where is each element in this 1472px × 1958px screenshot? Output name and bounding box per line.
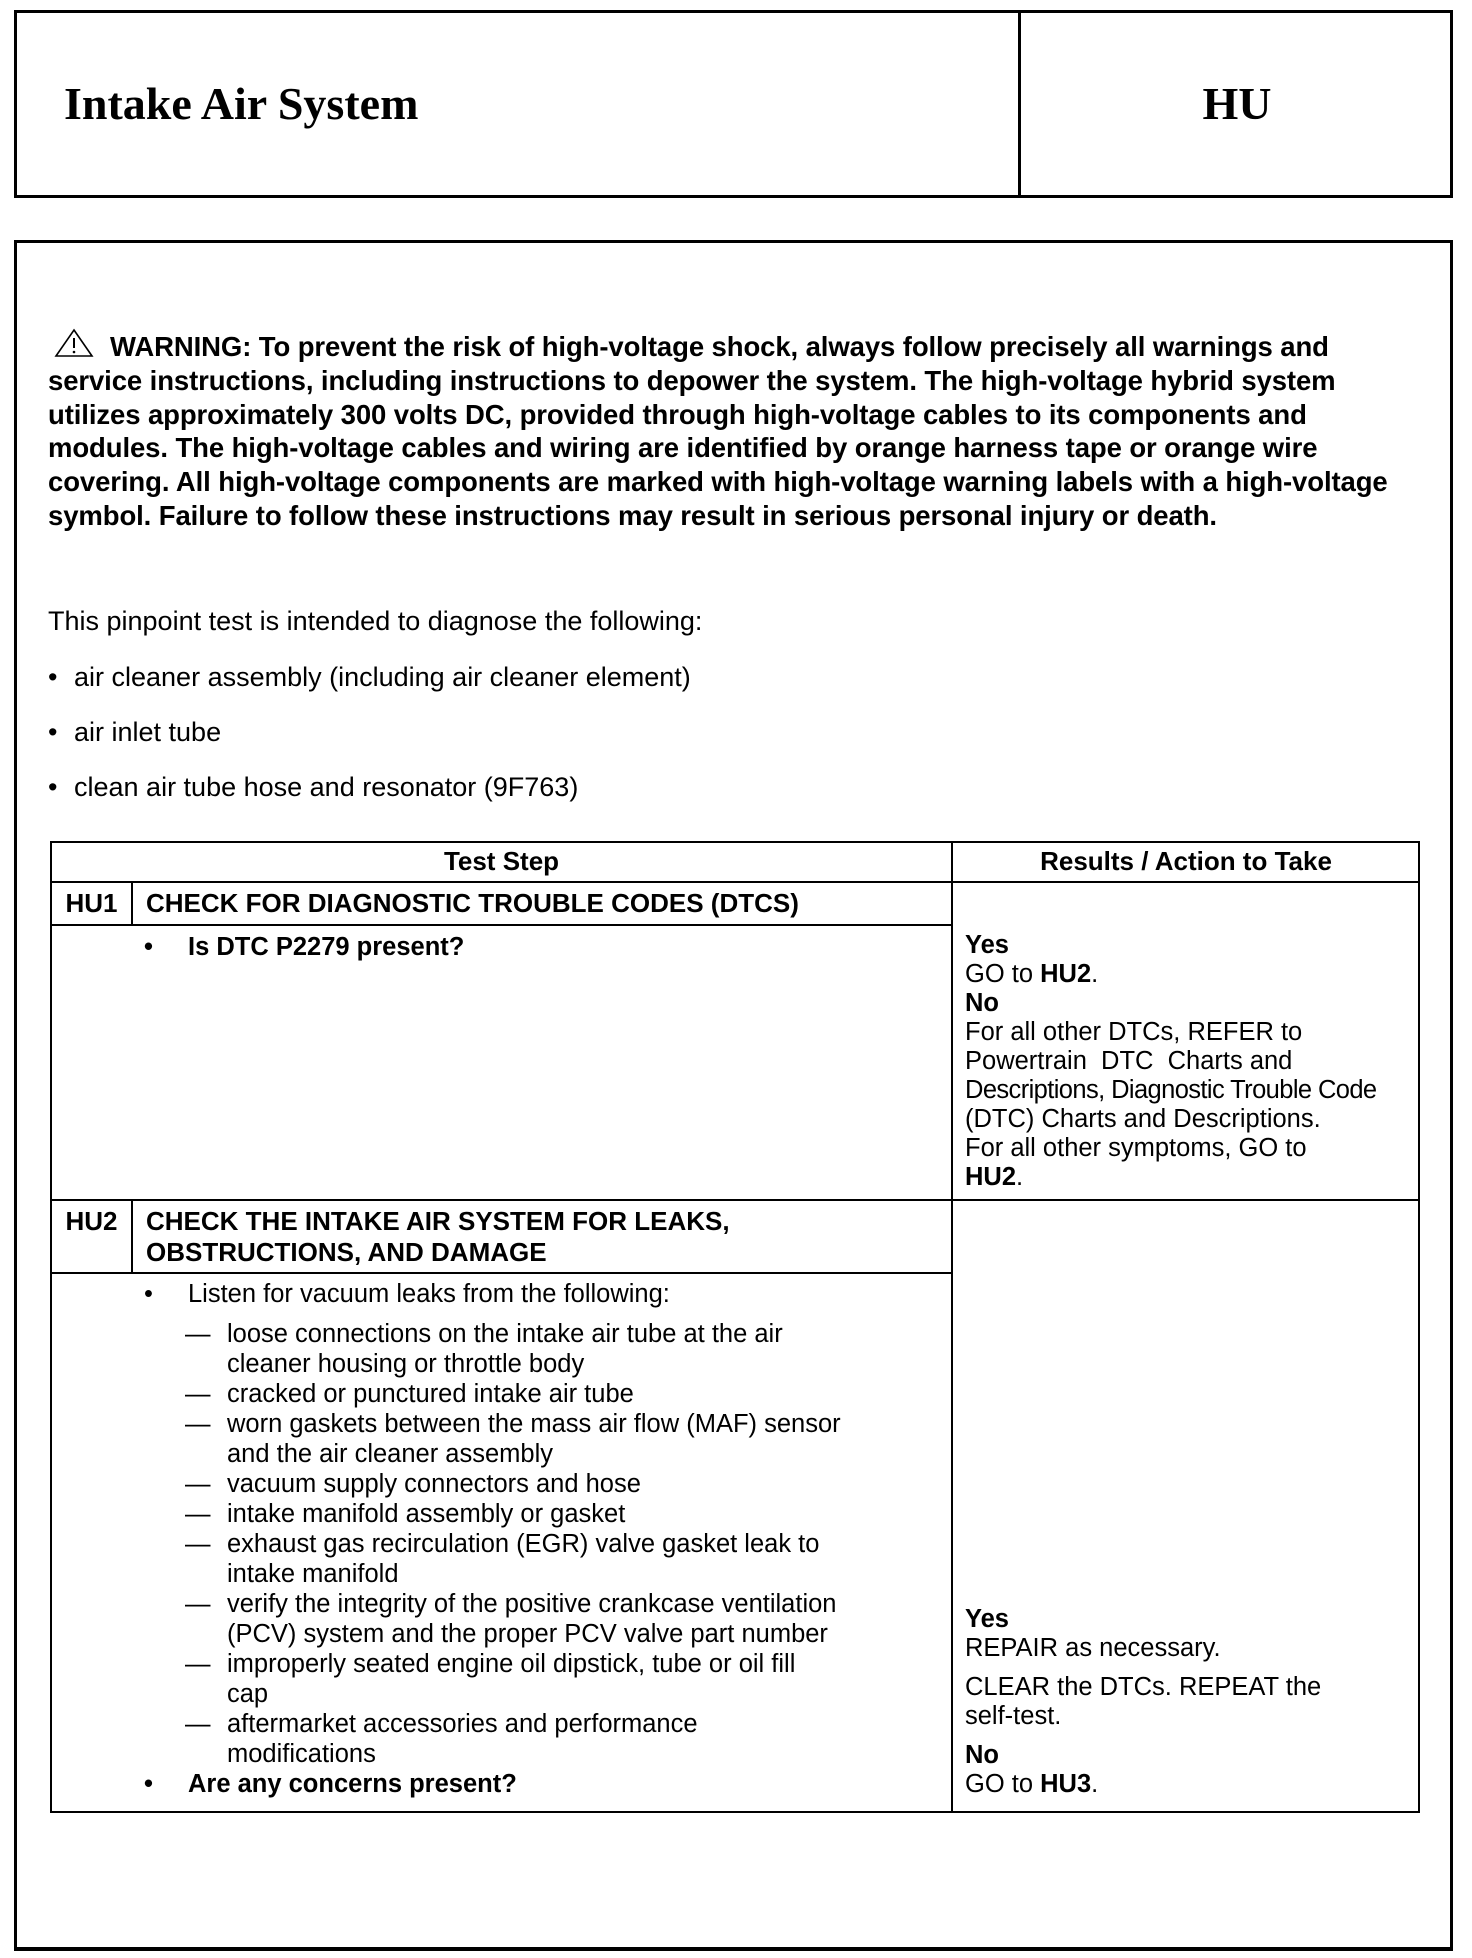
- step-instructions: [144, 1279, 944, 1799]
- page-title: Intake Air System: [64, 78, 419, 129]
- bullet-icon: •: [144, 1280, 153, 1308]
- dash-icon: —: [185, 1650, 211, 1678]
- sub-list: [144, 1319, 944, 1769]
- result-no-line: For all other symptoms, GO to: [965, 1134, 1307, 1162]
- sub-item-text: vacuum supply connectors and hose: [227, 1470, 641, 1498]
- dash-icon: —: [185, 1380, 211, 1408]
- result-yes-action: self-test.: [965, 1702, 1062, 1730]
- action-text: GO to: [965, 960, 1041, 988]
- dash-icon: —: [185, 1470, 211, 1498]
- result-no-line: Powertrain DTC Charts and: [965, 1047, 1293, 1075]
- sub-item-text: cap: [227, 1680, 269, 1708]
- list-item-text: air inlet tube: [74, 717, 222, 747]
- result-yes-label: Yes: [965, 1605, 1009, 1633]
- action-text: GO to: [965, 1770, 1041, 1798]
- step-title-line: OBSTRUCTIONS, AND DAMAGE: [146, 1237, 547, 1267]
- hu1-title-divider: [50, 924, 952, 926]
- goto-step-link[interactable]: HU2: [965, 1163, 1017, 1191]
- sub-item: [185, 1649, 944, 1709]
- warning-text: WARNING: To prevent the risk of high-voltage shock, always follow precisely all warnings and service instructions, including instructions to depower the system. The high-voltage hybrid system utilizes approximately 300 volts DC, provided through high-voltage cables to its components and modules. The high-voltage cables and wiring are identified by orange harness tape or orange wire covering. All high-voltage components are marked with high-voltage warning labels with a high-voltage symbol. Failure to follow these instructions may result in serious personal injury or death.: [48, 331, 1388, 531]
- question-text: Is DTC P2279 present?: [188, 933, 465, 961]
- sub-item: [185, 1499, 944, 1529]
- sub-item-text: exhaust gas recirculation (EGR) valve gasket leak to: [227, 1530, 820, 1558]
- result-yes-label: Yes: [965, 931, 1009, 959]
- sub-item-text: and the air cleaner assembly: [227, 1440, 554, 1468]
- sub-item-text: intake manifold: [227, 1560, 399, 1588]
- sub-item: [185, 1589, 944, 1649]
- punct: .: [1091, 960, 1099, 988]
- sub-item-text: worn gaskets between the mass air flow (MAF) sensor: [227, 1410, 841, 1438]
- question-text: Are any concerns present?: [188, 1770, 517, 1798]
- sub-item-text: loose connections on the intake air tube at the air: [227, 1320, 783, 1348]
- dash-icon: —: [185, 1500, 211, 1528]
- bullet-icon: •: [48, 772, 58, 802]
- result-yes-action: [965, 960, 1415, 989]
- hu1-id-divider: [131, 882, 133, 925]
- step-question: [144, 1769, 944, 1799]
- list-item: [48, 770, 691, 825]
- list-item-text: air cleaner assembly (including air cleaner element): [74, 662, 691, 692]
- dash-icon: —: [185, 1590, 211, 1618]
- dash-icon: —: [185, 1530, 211, 1558]
- column-divider: [951, 841, 953, 1813]
- step-title-line: CHECK THE INTAKE AIR SYSTEM FOR LEAKS,: [146, 1206, 730, 1236]
- header-row-divider: [50, 881, 1420, 883]
- sub-item-text: aftermarket accessories and performance: [227, 1710, 698, 1738]
- step-title: [146, 1206, 730, 1268]
- sub-item: [185, 1319, 944, 1379]
- bullet-icon: •: [144, 933, 153, 961]
- sub-item-text: verify the integrity of the positive crankcase ventilation: [227, 1590, 837, 1618]
- step-title: CHECK FOR DIAGNOSTIC TROUBLE CODES (DTCS): [146, 888, 799, 918]
- step-divider: [50, 1199, 1420, 1201]
- instruction-item: [144, 1279, 944, 1309]
- result-no-label: No: [965, 989, 999, 1017]
- result-no-line: Descriptions, Diagnostic Trouble Code: [965, 1076, 1377, 1104]
- sub-item-text: improperly seated engine oil dipstick, tube or oil fill: [227, 1650, 796, 1678]
- result-no-label: No: [965, 1741, 999, 1769]
- bullet-icon: •: [48, 662, 58, 692]
- sub-item-text: (PCV) system and the proper PCV valve part number: [227, 1620, 828, 1648]
- dash-icon: —: [185, 1410, 211, 1438]
- result-no-line: For all other DTCs, REFER to: [965, 1018, 1303, 1046]
- column-header-test-step: Test Step: [443, 846, 560, 876]
- sub-item: [185, 1409, 944, 1469]
- sub-item: [185, 1469, 944, 1499]
- sub-item: [185, 1529, 944, 1589]
- result-yes-action: CLEAR the DTCs. REPEAT the: [965, 1673, 1322, 1701]
- list-item: [48, 715, 691, 770]
- intro-text: This pinpoint test is intended to diagnose the following:: [48, 606, 703, 636]
- column-header-results: Results / Action to Take: [1040, 846, 1332, 876]
- list-item: [48, 660, 691, 715]
- list-item-text: clean air tube hose and resonator (9F763): [74, 772, 579, 802]
- result-no-action: [965, 1770, 1415, 1799]
- goto-step-link[interactable]: HU2: [1040, 960, 1092, 988]
- sub-item: [185, 1379, 944, 1409]
- step-results: [965, 1605, 1415, 1799]
- step-id: HU2: [65, 1206, 118, 1236]
- step-question: [144, 932, 464, 962]
- warning-block: [48, 328, 1428, 533]
- hu2-title-divider: [50, 1272, 952, 1274]
- step-results: [965, 931, 1415, 1192]
- instruction-text: Listen for vacuum leaks from the following:: [188, 1280, 670, 1308]
- result-no-line: (DTC) Charts and Descriptions.: [965, 1105, 1321, 1133]
- punct: .: [1016, 1163, 1024, 1191]
- result-yes-action: REPAIR as necessary.: [965, 1634, 1221, 1662]
- sub-item-text: intake manifold assembly or gasket: [227, 1500, 626, 1528]
- sub-item: [185, 1709, 944, 1769]
- bullet-icon: •: [48, 717, 58, 747]
- warning-triangle-icon: [54, 328, 94, 358]
- sub-item-text: cracked or punctured intake air tube: [227, 1380, 634, 1408]
- diagnose-list: [48, 660, 691, 825]
- step-id: HU1: [65, 888, 118, 918]
- hu2-id-divider: [131, 1200, 133, 1273]
- punct: .: [1091, 1770, 1099, 1798]
- section-code: HU: [1202, 78, 1272, 129]
- sub-item-text: cleaner housing or throttle body: [227, 1350, 585, 1378]
- dash-icon: —: [185, 1710, 211, 1738]
- bullet-icon: •: [144, 1770, 153, 1798]
- goto-step-link[interactable]: HU3: [1040, 1770, 1092, 1798]
- sub-item-text: modifications: [227, 1740, 376, 1768]
- dash-icon: —: [185, 1320, 211, 1348]
